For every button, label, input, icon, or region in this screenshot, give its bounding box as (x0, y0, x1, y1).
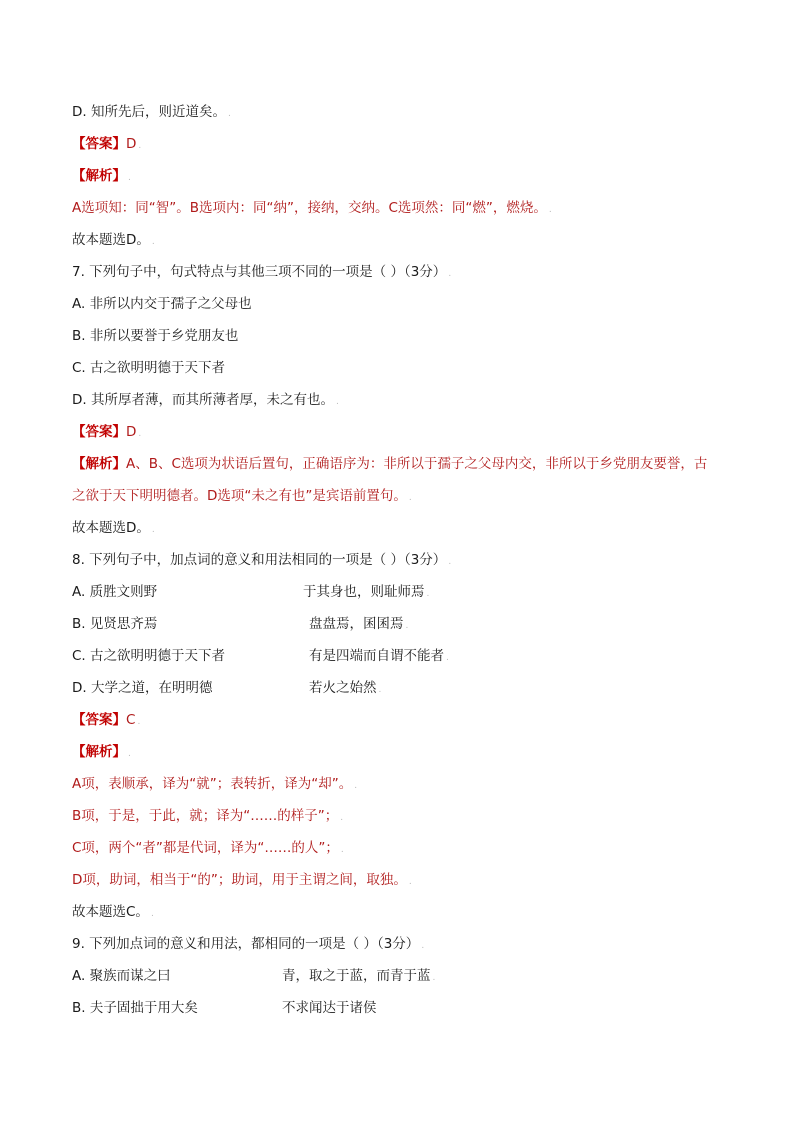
option-text: D. 知所先后，则近道矣。 (72, 104, 226, 120)
analysis-heading: 【解析】 . (72, 168, 131, 184)
option-text: A. 非所以内交于孺子之父母也 (72, 296, 252, 312)
q9-option-a-right: 青，取之于蓝，而青于蓝 . (282, 968, 436, 984)
q9-option-b-right (282, 999, 377, 1017)
q7-answer-line: 【答案】D . (72, 424, 142, 440)
analysis-label: 【解析】 (72, 744, 126, 760)
analysis-content: A选项知：同“智”。B选项内：同“纳”，接纳，交纳。C选项然：同“燃”，燃烧。 (72, 200, 547, 216)
conclusion-line: 故本题选D。 . (72, 232, 155, 248)
q7-analysis-continued: 之欲于天下明明德者。D选项“未之有也”是宾语前置句。 . (72, 488, 412, 504)
analysis-label: 【解析】 (72, 168, 126, 184)
analysis-content: D项，助词，相当于“的”；助词，用于主谓之间，取独。 (72, 872, 407, 888)
question-text: 7. 下列句子中，句式特点与其他三项不同的一项是（ ）（3分） (72, 264, 447, 280)
q8-option-d (72, 679, 212, 697)
q8-option-a-right: 于其身也，则耻师焉 . (303, 584, 430, 600)
q7-option-a (72, 295, 252, 313)
q8-answer-line: 【答案】C . (72, 712, 141, 728)
analysis-content: C项，两个“者”都是代词，译为“……的人”； (72, 840, 339, 856)
analysis-content: 之欲于天下明明德者。D选项“未之有也”是宾语前置句。 (72, 488, 407, 504)
q7-analysis-line (72, 455, 707, 473)
option-right: 于其身也，则耻师焉 (303, 584, 425, 600)
answer-line: 【答案】D . (72, 136, 142, 152)
question-8: 8. 下列句子中，加点词的意义和用法相同的一项是（ ）（3分） . (72, 552, 452, 568)
option-text: C. 古之欲明明德于天下者 (72, 360, 226, 376)
conclusion-text: 故本题选C。 (72, 904, 149, 920)
option-d-line: D. 知所先后，则近道矣。 . (72, 104, 231, 120)
analysis-content: A项，表顺承，译为“就”；表转折，译为“却”。 (72, 776, 353, 792)
analysis-content: B项，于是，于此，就；译为“……的样子”； (72, 808, 339, 824)
option-right: 有是四端而自谓不能者 (309, 648, 444, 664)
question-7: 7. 下列句子中，句式特点与其他三项不同的一项是（ ）（3分） . (72, 264, 452, 280)
q8-option-c (72, 647, 225, 665)
option-left: C. 古之欲明明德于天下者 (72, 648, 226, 664)
option-right: 青，取之于蓝，而青于蓝 (282, 968, 431, 984)
question-text: 8. 下列句子中，加点词的意义和用法相同的一项是（ ）（3分） (72, 552, 447, 568)
q8-option-b-right: 盘盘焉，囷囷焉 . (309, 616, 409, 632)
option-right: 若火之始然 (309, 680, 377, 696)
analysis-label: 【解析】 (72, 456, 126, 472)
q8-option-a (72, 583, 157, 601)
analysis-content: A、B、C选项为状语后置句，正确语序为：非所以于孺子之父母内交，非所以于乡党朋友要誉，古 (126, 456, 708, 472)
q8-analysis-d: D项，助词，相当于“的”；助词，用于主谓之间，取独。 . (72, 872, 412, 888)
q7-option-b (72, 327, 238, 345)
option-left: A. 质胜文则野 (72, 584, 158, 600)
q7-conclusion: 故本题选D。 . (72, 520, 155, 536)
conclusion-text: 故本题选D。 (72, 232, 150, 248)
question-text: 9. 下列加点词的意义和用法，都相同的一项是（ ）（3分） (72, 936, 420, 952)
q8-analysis-c: C项，两个“者”都是代词，译为“……的人”； . (72, 840, 344, 856)
q8-option-b (72, 615, 157, 633)
answer-value: C (126, 712, 136, 728)
option-right: 盘盘焉，囷囷焉 (309, 616, 404, 632)
q8-analysis-b: B项，于是，于此，就；译为“……的样子”； . (72, 808, 344, 824)
analysis-text: A选项知：同“智”。B选项内：同“纳”，接纳，交纳。C选项然：同“燃”，燃烧。 . (72, 200, 552, 216)
option-left: B. 夫子固拙于用大矣 (72, 1000, 198, 1016)
q7-option-d: D. 其所厚者薄，而其所薄者厚，未之有也。 . (72, 392, 339, 408)
q8-analysis-a: A项，表顺承，译为“就”；表转折，译为“却”。 . (72, 776, 358, 792)
q7-option-c (72, 359, 225, 377)
answer-label: 【答案】 (72, 424, 126, 440)
option-left: A. 聚族而谋之曰 (72, 968, 171, 984)
option-left: B. 见贤思齐焉 (72, 616, 158, 632)
answer-label: 【答案】 (72, 136, 126, 152)
option-text: D. 其所厚者薄，而其所薄者厚，未之有也。 (72, 392, 334, 408)
option-left: D. 大学之道，在明明德 (72, 680, 213, 696)
q8-conclusion: 故本题选C。 . (72, 904, 154, 920)
q9-option-b (72, 999, 198, 1017)
option-right: 不求闻达于诸侯 (282, 1000, 377, 1016)
option-text: B. 非所以要誉于乡党朋友也 (72, 328, 239, 344)
question-9: 9. 下列加点词的意义和用法，都相同的一项是（ ）（3分） . (72, 936, 425, 952)
q8-analysis-heading: 【解析】 . (72, 744, 131, 760)
conclusion-text: 故本题选D。 (72, 520, 150, 536)
q8-option-d-right: 若火之始然 . (309, 680, 382, 696)
answer-value: D (126, 136, 137, 152)
answer-label: 【答案】 (72, 712, 126, 728)
q8-option-c-right: 有是四端而自谓不能者 . (309, 648, 449, 664)
q9-option-a (72, 967, 171, 985)
answer-value: D (126, 424, 137, 440)
